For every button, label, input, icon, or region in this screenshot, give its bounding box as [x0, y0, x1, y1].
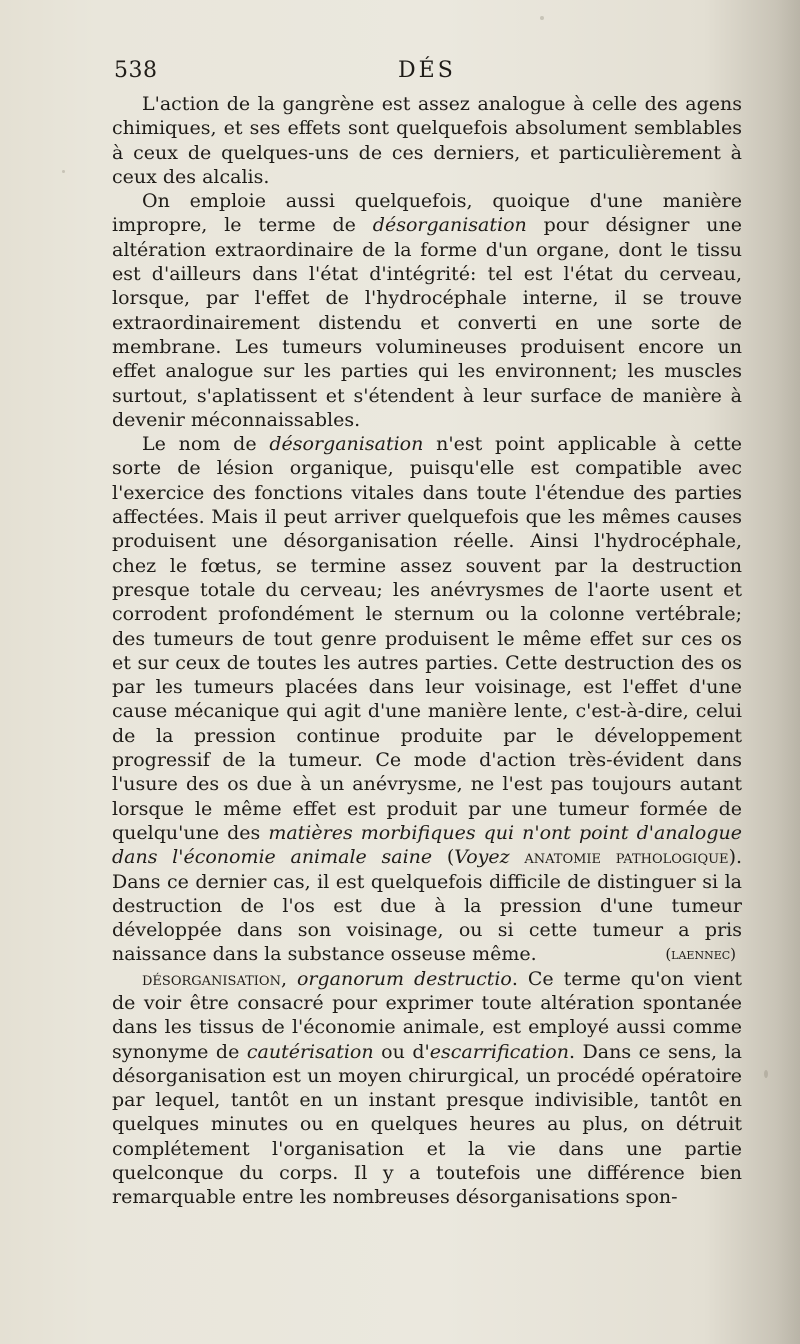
- body-text: [112, 92, 742, 1210]
- text-run: ). Dans ce dernier cas, il est quelquefois difficile de distinguer si la destruction de l'os est due à la pression d'une tumeur développée dans son voisinage, ou si cette tumeur a pris naissance dans la substance osseuse même.: [112, 846, 743, 966]
- page-number: 538: [114, 58, 158, 83]
- paper-speck: [540, 16, 544, 20]
- text-run: . Ce terme qu'on vient de voir être consacré pour exprimer toute altération spontanée dans les tissus de l'économie animale, est employé aussi comme synonyme de: [112, 967, 742, 1063]
- text-run: pour désigner une altération extraordinaire de la forme d'un organe, dont le tissu est d'ailleurs dans l'état d'intégrité: tel est l'état du cerveau, lorsque, par l'effet de l'hydrocéphale interne, il se trouve extraordinairement distendu et converti en une sorte de membrane. Les tumeurs volumineuses produisent encore un effet analogue sur les parties qui les environnent; les muscles surtout, s'aplatissent et s'étendent à leur surface de manière à devenir méconnaissables.: [112, 214, 742, 431]
- paper-speck: [62, 170, 65, 173]
- text-run: Le nom de: [142, 433, 270, 456]
- text-run: n'est point applicable à cette sorte de lésion organique, puisqu'elle est compatible avec l'exercice des fonctions vitales dans toute l'étendue des parties affectées. Mais il peut arriver quelquefois que les mêmes causes produisent une désorganisation réelle. Ainsi l'hydrocéphale, chez le fœtus, se termine assez souvent par la destruction presque totale du cerveau; les anévrysmes de l'aorte usent et corrodent profondément le sternum ou la colonne vertébrale; des tumeurs de tout genre produisent le même effet sur ces os et sur ceux de toutes les autres parties. Cette destruction des os par les tumeurs placées dans leur voisinage, est l'effet d'une cause mécanique qui agit d'une manière lente, c'est-à-dire, celui de la pression continue produite par le développement progressif de la tumeur. Ce mode d'action très-évident dans l'usure des os due à un anévrysme, ne l'est pas toujours autant lorsque le même effet est produit par une tumeur formée de quelqu'une des: [112, 433, 742, 844]
- author-signature: (laennec): [665, 945, 736, 964]
- small-caps-text: désorganisation: [142, 967, 281, 990]
- italic-text: désorganisation: [269, 433, 424, 456]
- paragraph: [112, 92, 742, 189]
- italic-text: escarrification: [429, 1040, 569, 1063]
- paragraph: [112, 189, 742, 432]
- paragraph: [112, 432, 742, 967]
- italic-text: organorum destructio: [296, 967, 512, 990]
- italic-text: cautérisation: [246, 1040, 374, 1063]
- paper-speck: [764, 1070, 768, 1078]
- small-caps-text: anatomie pathologique: [524, 846, 729, 869]
- text-run: On emploie aussi quelquefois, quoique d'une manière impropre, le terme de: [112, 190, 742, 237]
- text-run: . Dans ce sens, la désorganisation est un moyen chirurgical, un procédé opératoire par lequel, tantôt en un instant presque indivisible, tantôt en quelques minutes ou en quelques heures au plus, on détruit complétement l'organisation et la vie dans une partie quelconque du corps. Il y a toutefois une différence bien remarquable entre les nombreuses désorganisations spon-: [112, 1040, 743, 1209]
- paragraph: [112, 967, 742, 1210]
- text-run: (: [432, 846, 455, 869]
- page-header: [114, 58, 744, 88]
- text-run: ,: [280, 967, 297, 990]
- running-head: DÉS: [398, 58, 456, 83]
- italic-text: matières morbifiques qui n'ont point d'analogue dans l'économie animale saine: [112, 821, 742, 869]
- text-run: [510, 846, 525, 868]
- text-run: L'action de la gangrène est assez analogue à celle des agens chimiques, et ses effets sont quelquefois absolument semblables à ceux de quelques-uns de ces derniers, et particulièrement à ceux des alcalis.: [112, 93, 742, 188]
- italic-text: désorganisation: [372, 214, 527, 237]
- text-run: ou d': [373, 1040, 430, 1063]
- italic-text: Voyez: [454, 846, 510, 869]
